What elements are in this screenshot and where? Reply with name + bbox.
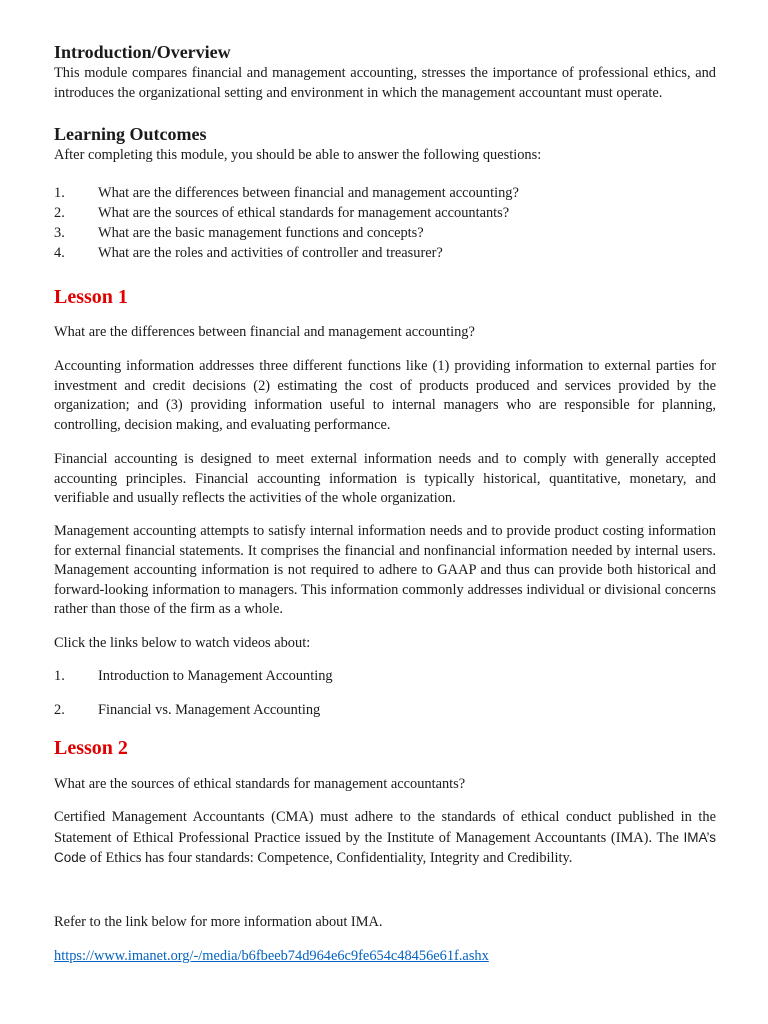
outcome-item xyxy=(54,204,716,224)
lesson-1-paragraph-functions: Accounting information addresses three different functions like (1) providing information to external parties for investment and credit decisions (2) estimating the cost of products produced and services provided by the organization; and (3) providing information useful to internal managers who are responsible for planning, controlling, decision making, and evaluating performance. xyxy=(54,358,716,433)
lesson-1-paragraph-financial: Financial accounting is designed to meet external information needs and to comply with generally accepted accounting principles. Financial accounting information is typically historical, quantitative, monetary, and verifiable and usually reflects the activities of the whole organization. xyxy=(54,451,716,506)
intro-text: This module compares financial and management accounting, stresses the importance of professional ethics, and introduces the organizational setting and environment in which the management accountant must operate. xyxy=(54,65,716,101)
video-link-item[interactable] xyxy=(54,701,716,721)
video-number: 2. xyxy=(54,702,65,718)
outcome-item xyxy=(54,184,716,204)
outcome-number: 4. xyxy=(54,245,65,261)
videos-intro: Click the links below to watch videos about: xyxy=(54,635,311,651)
outcome-item xyxy=(54,224,716,244)
outcome-number: 1. xyxy=(54,185,65,201)
lesson-1-paragraph-management: Management accounting attempts to satisfy internal information needs and to provide product costing information for external financial statements. It comprises the financial and nonfinancial information needed by internal users. Management accounting information is not required to adhere to GAAP and thus can provide both historical and forward-looking information to managers. This information commonly addresses individual or divisional concerns rather than those of the firm as a whole. xyxy=(54,523,716,617)
outcome-text: What are the basic management functions and concepts? xyxy=(98,225,424,241)
lesson-2-question: What are the sources of ethical standards for management accountants? xyxy=(54,776,466,792)
lesson-2-paragraph-cma xyxy=(54,808,716,869)
ima-link[interactable]: https://www.imanet.org/-/media/b6fbeeb74d964e6c9fe654c48456e61f.ashx xyxy=(54,948,489,964)
outcome-number: 3. xyxy=(54,225,65,241)
video-title[interactable]: Introduction to Management Accounting xyxy=(98,668,333,684)
learning-outcomes-heading: Learning Outcomes xyxy=(54,124,207,144)
outcomes-intro: After completing this module, you should be able to answer the following questions: xyxy=(54,147,542,163)
lesson-2-title: Lesson 2 xyxy=(54,737,128,759)
video-number: 1. xyxy=(54,668,65,684)
outcome-item xyxy=(54,244,716,264)
lesson-1-question: What are the differences between financial and management accounting? xyxy=(54,324,475,340)
outcome-number: 2. xyxy=(54,205,65,221)
cma-text-start: Certified Management Accountants (CMA) must adhere to the standards of ethical conduct published in the Statement of Ethical Professional Practice issued by the Institute of Management Accountants (IMA). The xyxy=(54,809,716,846)
video-link-item[interactable] xyxy=(54,667,716,687)
intro-heading: Introduction/Overview xyxy=(54,42,231,62)
outcome-text: What are the sources of ethical standards for management accountants? xyxy=(98,205,510,221)
outcome-text: What are the differences between financial and management accounting? xyxy=(98,185,519,201)
ima-refer-text: Refer to the link below for more information about IMA. xyxy=(54,914,383,930)
lesson-1-title: Lesson 1 xyxy=(54,286,128,308)
cma-text-end: of Ethics has four standards: Competence, Confidentiality, Integrity and Credibility. xyxy=(86,850,573,866)
outcome-text: What are the roles and activities of controller and treasurer? xyxy=(98,245,443,261)
ima-link-line xyxy=(54,947,716,967)
ima-code-text: IMA’s Code xyxy=(54,829,716,865)
video-title[interactable]: Financial vs. Management Accounting xyxy=(98,702,321,718)
